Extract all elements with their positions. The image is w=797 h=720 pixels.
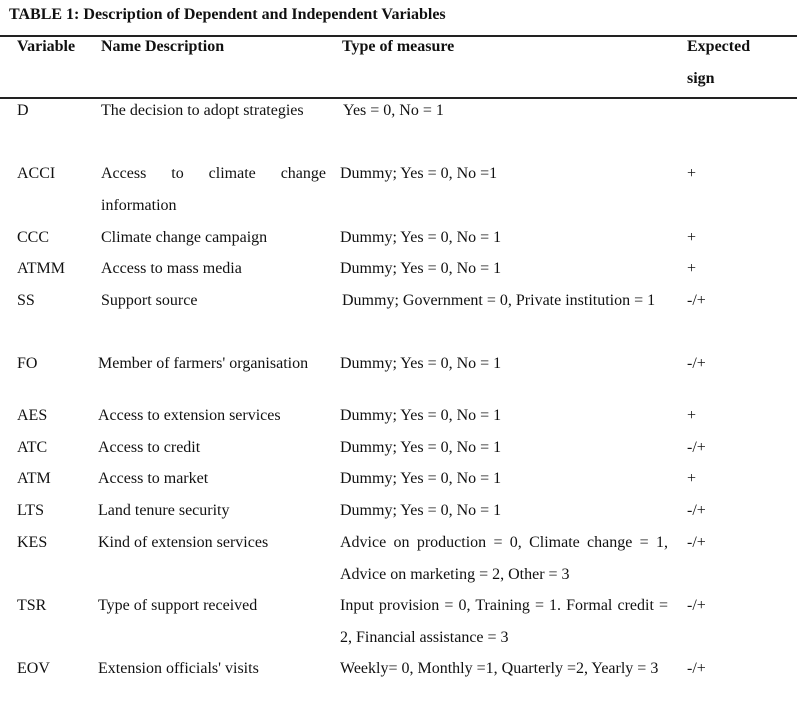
cell-variable: D <box>17 102 29 119</box>
cell-variable: EOV <box>17 660 50 677</box>
cell-type: Dummy; Yes = 0, No =1 <box>340 165 498 182</box>
cell-type: Dummy; Government = 0, Private institution = 1 <box>342 292 656 309</box>
cell-name: Land tenure security <box>98 502 230 519</box>
header-name: Name Description <box>101 38 225 55</box>
cell-sign: + <box>687 470 697 487</box>
cell-sign: -/+ <box>687 660 706 677</box>
cell-variable: TSR <box>17 597 47 614</box>
cell-type: Dummy; Yes = 0, No = 1 <box>340 407 502 424</box>
cell-type: Input provision = 0, Training = 1. Formal credit = 2, Financial assistance = 3 <box>340 597 668 646</box>
cell-name: Kind of extension services <box>98 534 269 551</box>
cell-name: Access to climate change information <box>101 165 326 214</box>
cell-type: Advice on production = 0, Climate change = 1, Advice on marketing = 2, Other = 3 <box>340 534 668 583</box>
cell-variable: ATC <box>17 439 48 456</box>
cell-variable: FO <box>17 355 38 372</box>
cell-name: Type of support received <box>98 597 258 614</box>
cell-sign: + <box>687 165 697 182</box>
cell-type: Weekly= 0, Monthly =1, Quarterly =2, Yearly = 3 <box>340 660 659 677</box>
cell-type: Dummy; Yes = 0, No = 1 <box>340 470 502 487</box>
cell-name: Support source <box>101 292 198 309</box>
cell-name: The decision to adopt strategies <box>101 102 304 119</box>
cell-sign: -/+ <box>687 597 706 614</box>
cell-name: Extension officials' visits <box>98 660 259 677</box>
cell-sign: -/+ <box>687 292 706 309</box>
cell-sign: + <box>687 260 697 277</box>
cell-sign: -/+ <box>687 355 706 372</box>
cell-variable: ATMM <box>17 260 66 277</box>
cell-variable: SS <box>17 292 35 309</box>
header-sign: Expected sign <box>687 38 751 87</box>
cell-type: Dummy; Yes = 0, No = 1 <box>340 260 502 277</box>
cell-name: Access to extension services <box>98 407 281 424</box>
cell-name: Access to credit <box>98 439 201 456</box>
cell-variable: ACCI <box>17 165 56 182</box>
cell-variable: AES <box>17 407 48 424</box>
cell-name: Access to mass media <box>101 260 242 277</box>
cell-type: Dummy; Yes = 0, No = 1 <box>340 355 502 372</box>
cell-type: Yes = 0, No = 1 <box>343 102 444 119</box>
cell-name: Access to market <box>98 470 209 487</box>
cell-type: Dummy; Yes = 0, No = 1 <box>340 439 502 456</box>
table-title: TABLE 1: Description of Dependent and Independent Variables <box>9 6 446 23</box>
cell-sign: + <box>687 229 697 246</box>
cell-sign: -/+ <box>687 502 706 519</box>
header-variable: Variable <box>17 38 76 55</box>
cell-sign: -/+ <box>687 534 706 551</box>
cell-name: Member of farmers' organisation <box>98 355 309 372</box>
header-type: Type of measure <box>342 38 455 55</box>
cell-sign: -/+ <box>687 439 706 456</box>
cell-name: Climate change campaign <box>101 229 268 246</box>
cell-type: Dummy; Yes = 0, No = 1 <box>340 502 502 519</box>
cell-variable: ATM <box>17 470 51 487</box>
cell-sign: + <box>687 407 697 424</box>
cell-variable: LTS <box>17 502 44 519</box>
cell-variable: CCC <box>17 229 50 246</box>
cell-variable: KES <box>17 534 48 551</box>
cell-type: Dummy; Yes = 0, No = 1 <box>340 229 502 246</box>
